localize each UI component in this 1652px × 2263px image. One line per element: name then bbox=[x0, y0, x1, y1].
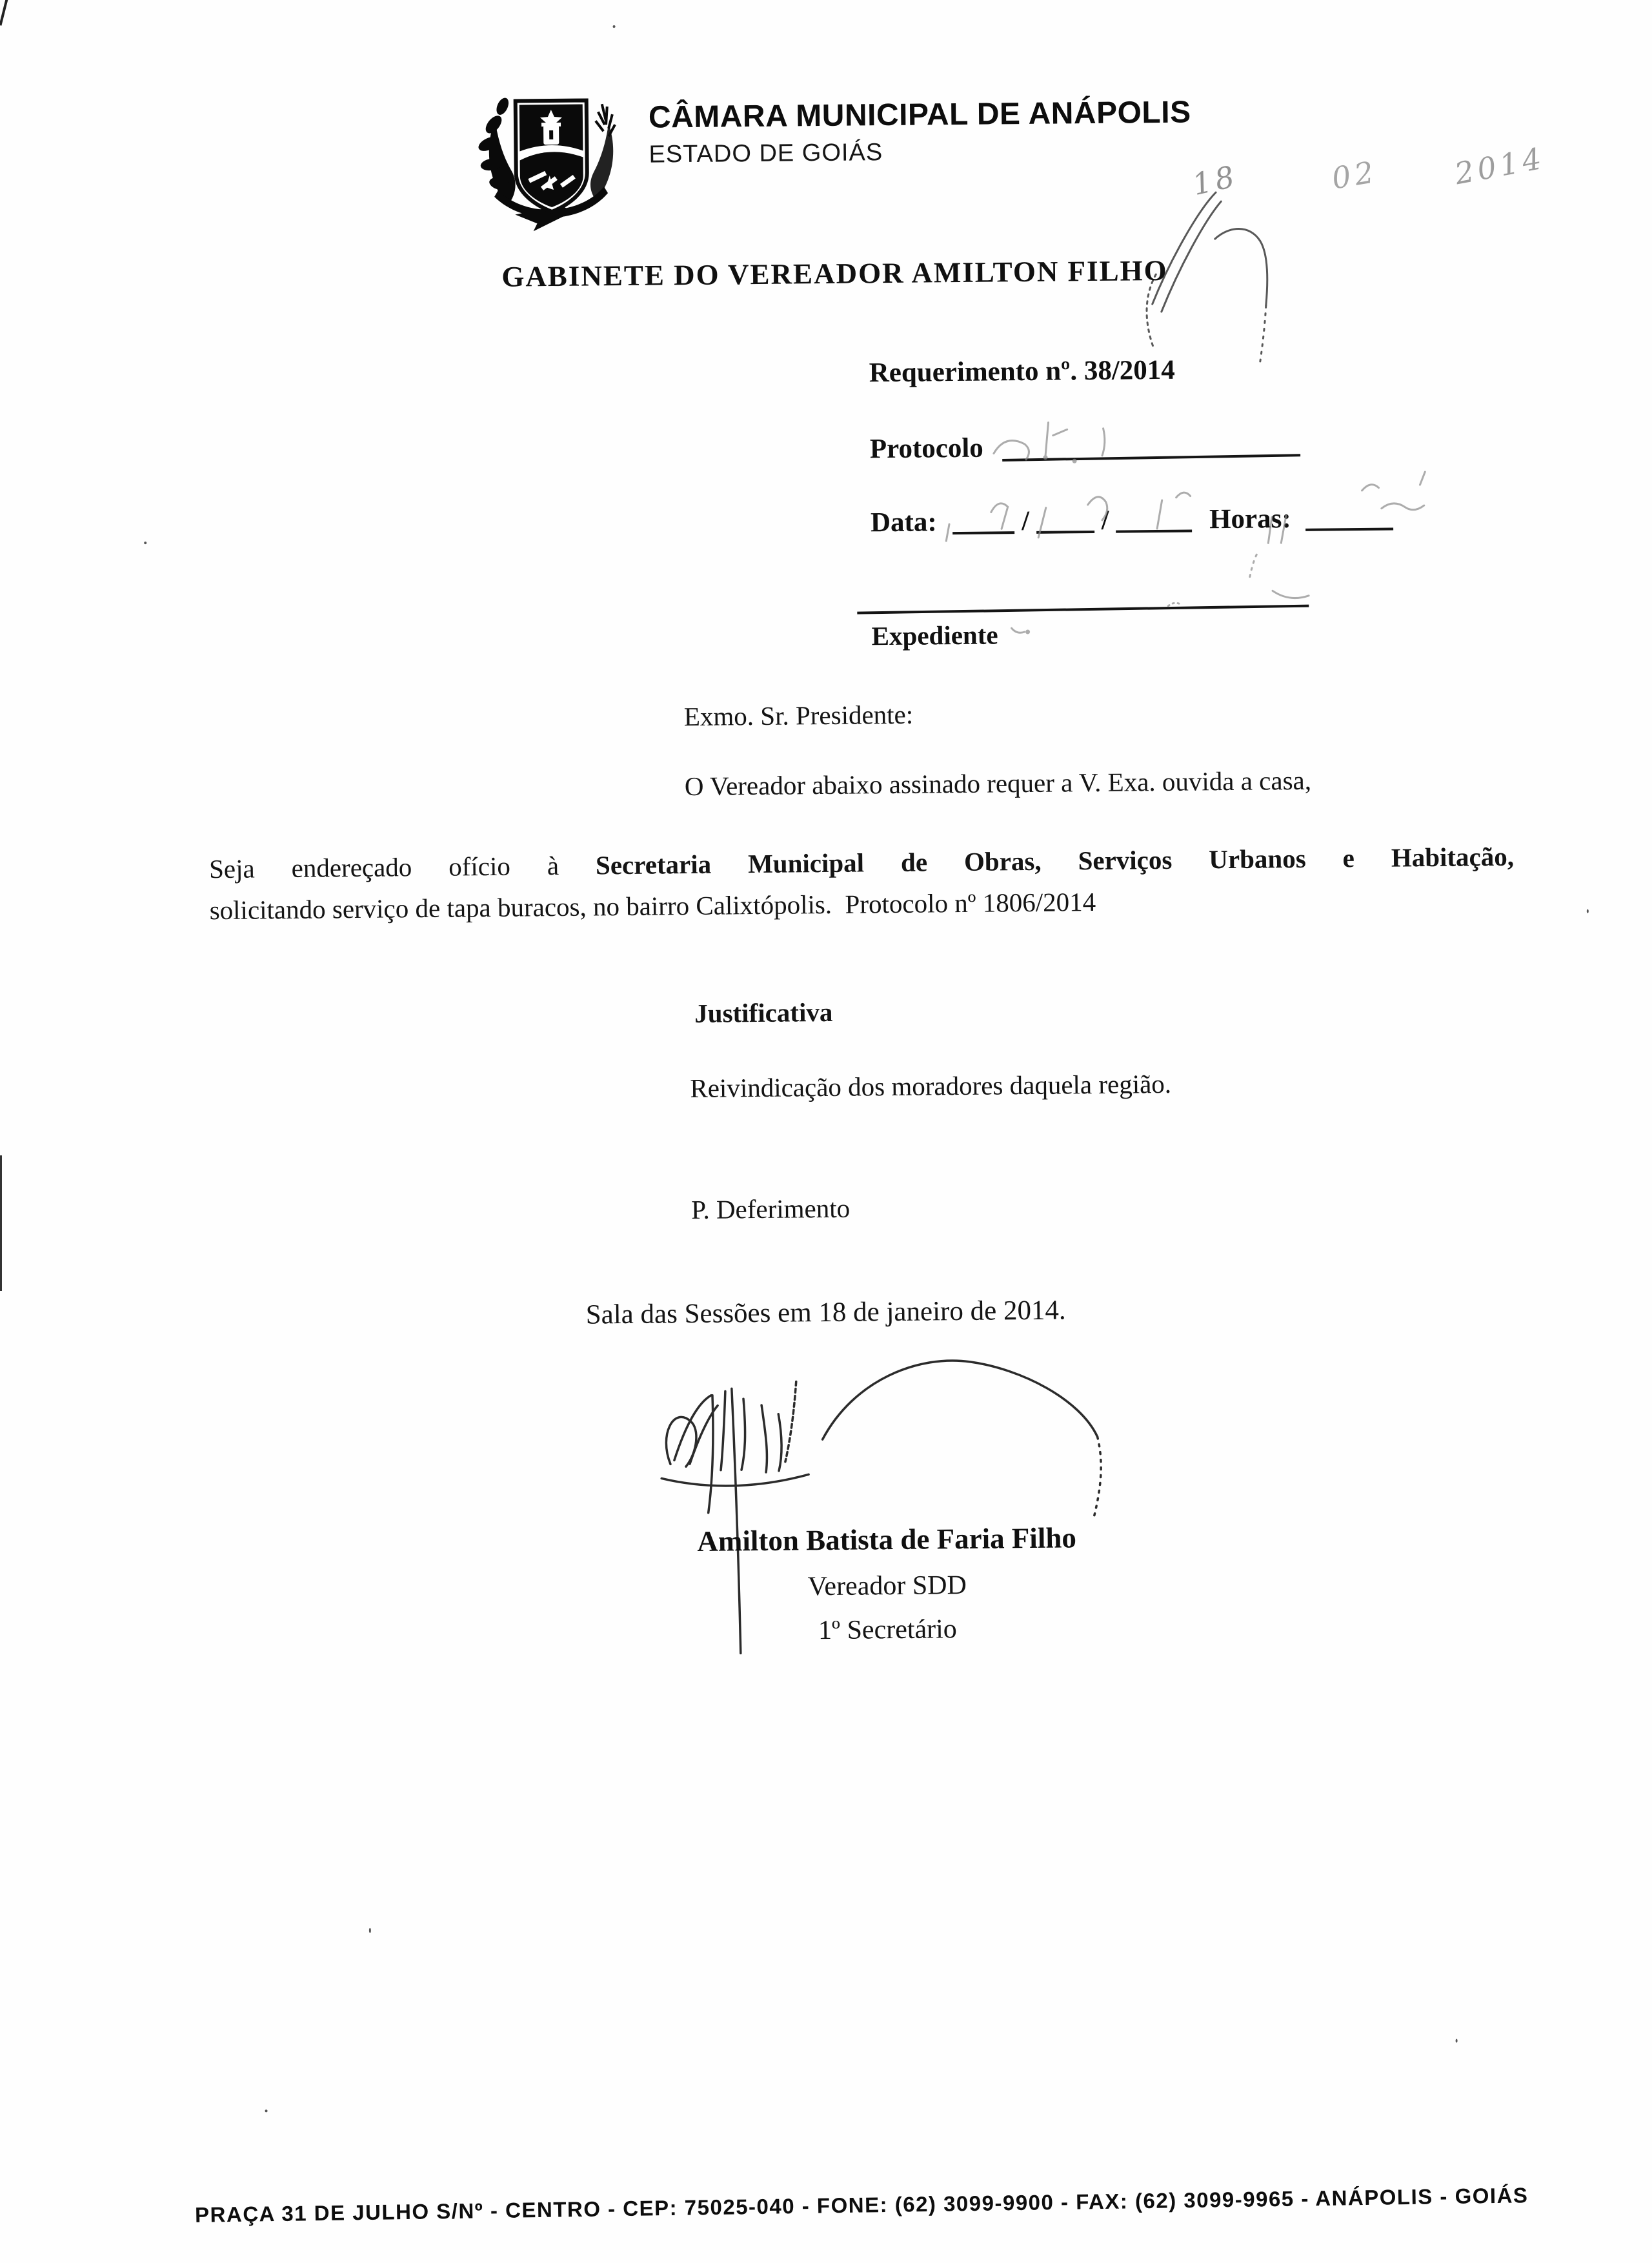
protocol-label: Protocolo bbox=[869, 432, 984, 465]
justification-text: Reivindicação dos moradores daquela região. bbox=[690, 1068, 1172, 1104]
office-line: GABINETE DO VEREADOR AMILTON FILHO bbox=[501, 254, 1168, 293]
scan-speck bbox=[369, 1928, 371, 1933]
org-name: CÂMARA MUNICIPAL DE ANÁPOLIS bbox=[648, 95, 1191, 135]
scan-speck bbox=[1456, 2039, 1458, 2043]
date-slash-1: / bbox=[1021, 505, 1030, 537]
session-line: Sala das Sessões em 18 de janeiro de 2014. bbox=[585, 1295, 1066, 1330]
header-text bbox=[649, 94, 1192, 170]
date-label: Data: bbox=[870, 507, 937, 538]
faint-handwriting-marks bbox=[851, 381, 1473, 658]
intro-line: O Vereador abaixo assinado requer a V. Exa. ouvida a casa, bbox=[684, 765, 1312, 802]
handwritten-year: 2014 bbox=[1451, 140, 1548, 192]
request-number-line: Requerimento nº. 38/2014 bbox=[869, 354, 1175, 389]
expedient-label: Expediente bbox=[871, 620, 998, 651]
request-text-bold: Secretaria Municipal de Obras, Serviços Urbanos e Habitação, bbox=[595, 841, 1515, 880]
handwritten-month: 02 bbox=[1329, 154, 1380, 196]
signatory-block bbox=[616, 1520, 1159, 1648]
request-text-prefix: Seja endereçado ofício à bbox=[208, 850, 596, 884]
coat-of-arms-logo bbox=[468, 78, 632, 232]
signatory-title: 1º Secretário bbox=[818, 1614, 958, 1646]
hours-label: Horas: bbox=[1209, 503, 1291, 535]
deferment-line: P. Deferimento bbox=[690, 1193, 851, 1225]
date-slash-2: / bbox=[1101, 505, 1109, 536]
footer-address-line: PRAÇA 31 DE JULHO S/Nº - CENTRO - CEP: 75025-040 - FONE: (62) 3099-9900 - FAX: (62) 3099-9965 - ANÁPOLIS - GOIÁS bbox=[194, 2183, 1529, 2227]
request-paragraph-line2: solicitando serviço de tapa buracos, no bairro Calixtópolis. Protocolo nº 1806/2014 bbox=[209, 886, 1096, 925]
justification-heading: Justificativa bbox=[694, 997, 833, 1028]
scan-speck bbox=[613, 25, 616, 28]
scan-speck bbox=[1587, 909, 1589, 913]
scan-speck bbox=[265, 2109, 268, 2112]
signatory-role: Vereador SDD bbox=[807, 1570, 967, 1602]
request-paragraph bbox=[209, 837, 1515, 931]
salutation: Exmo. Sr. Presidente: bbox=[683, 699, 914, 732]
scan-speck bbox=[144, 542, 146, 544]
signatory-name: Amilton Batista de Faria Filho bbox=[697, 1521, 1077, 1558]
handwritten-day: 18 bbox=[1189, 158, 1242, 203]
org-state: ESTADO DE GOIÁS bbox=[649, 139, 883, 168]
